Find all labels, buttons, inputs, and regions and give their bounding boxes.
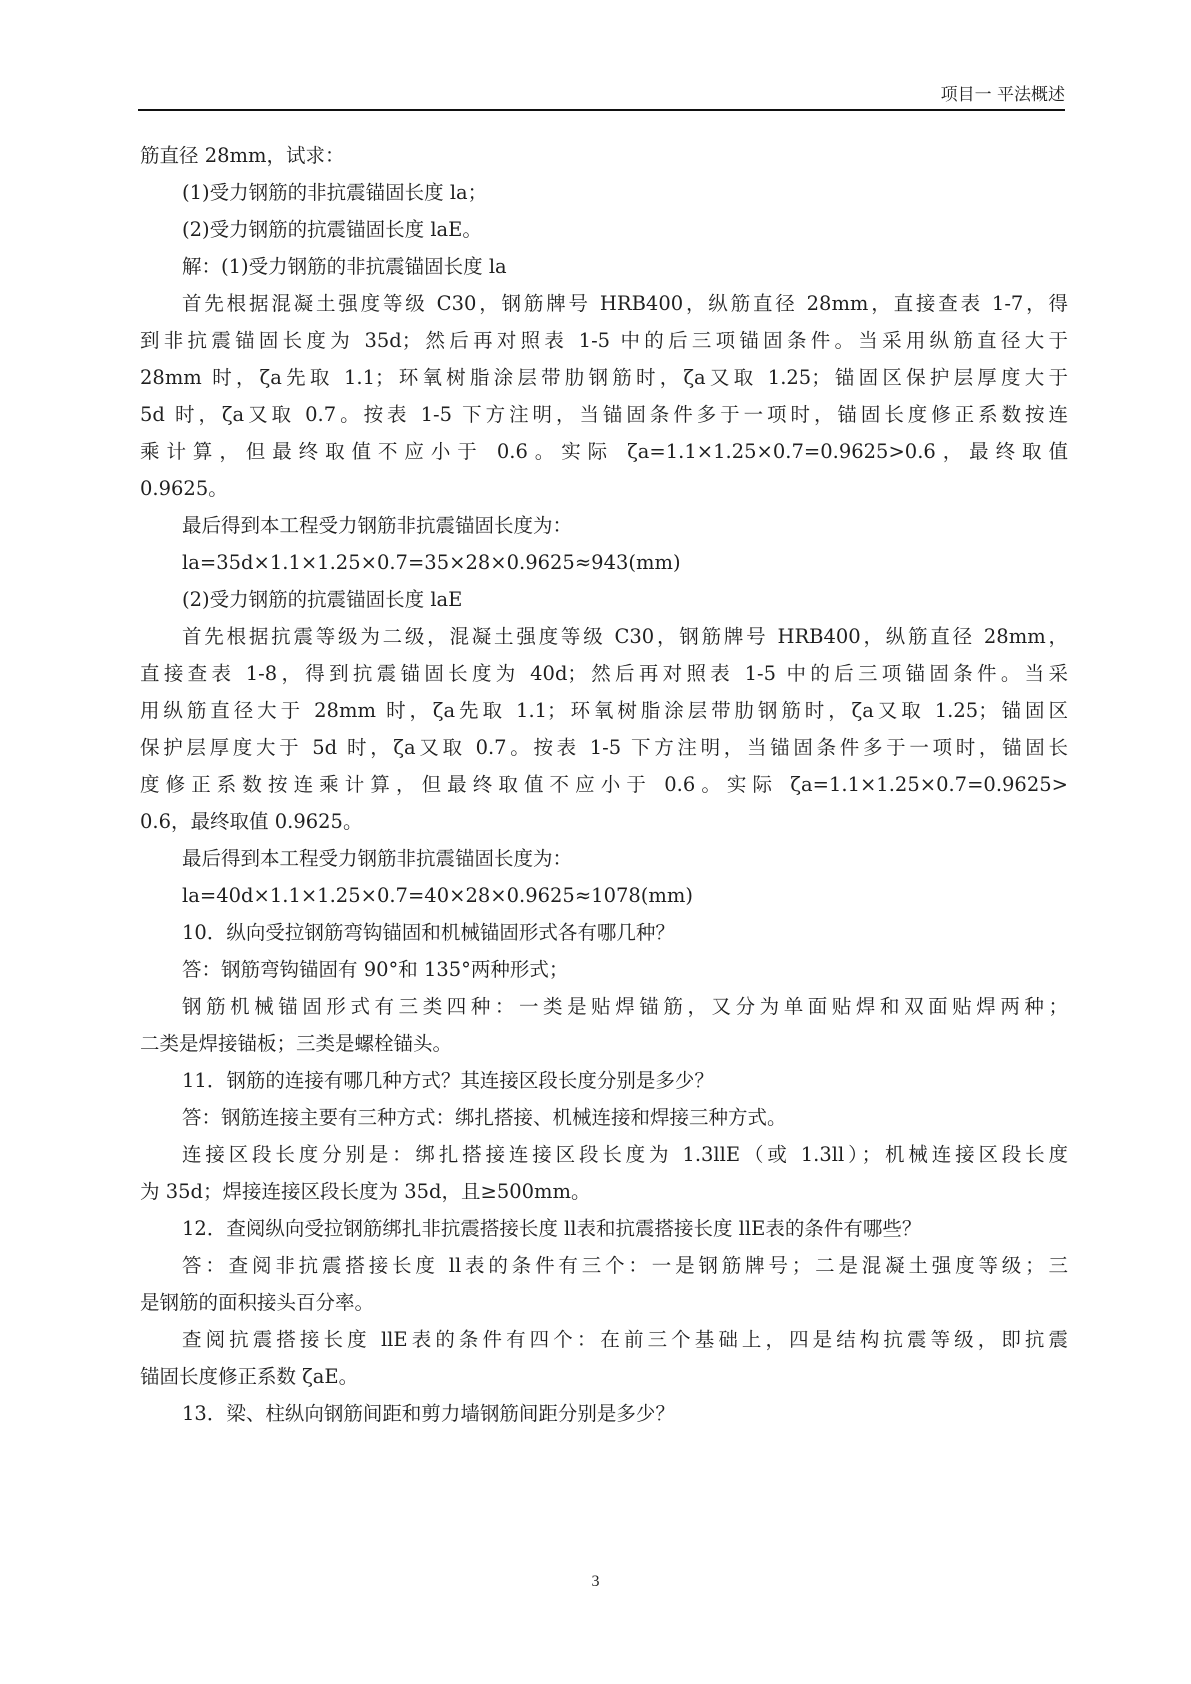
question-11: 11．钢筋的连接有哪几种方式？其连接区段长度分别是多少？ bbox=[182, 1069, 714, 1092]
text-line: 是钢筋的面积接头百分率。 bbox=[140, 1291, 375, 1314]
text-line: 5d 时，ζa又取 0.7。按表 1-5 下方注明，当锚固条件多于一项时，锚固长度修正系数按连 bbox=[140, 403, 1068, 426]
text-line: 连接区段长度分别是：绑扎搭接连接区段长度为 1.3llE（或 1.3ll）；机械连接区段长度 bbox=[182, 1143, 1068, 1166]
text-line: 首先根据抗震等级为二级，混凝土强度等级 C30，钢筋牌号 HRB400，纵筋直径 28mm， bbox=[182, 625, 1068, 648]
text-line: 0.6，最终取值 0.9625。 bbox=[140, 810, 363, 833]
text-line: 二类是焊接锚板；三类是螺栓锚头。 bbox=[140, 1032, 453, 1055]
text-line: 钢筋机械锚固形式有三类四种：一类是贴焊锚筋，又分为单面贴焊和双面贴焊两种； bbox=[182, 995, 1068, 1018]
page-number: 3 bbox=[591, 1573, 600, 1590]
text-line: 28mm 时，ζa先取 1.1；环氧树脂涂层带肋钢筋时，ζa又取 1.25；锚固区保护层厚度大于 bbox=[140, 366, 1068, 389]
text-line: 锚固长度修正系数 ζaE。 bbox=[140, 1365, 359, 1388]
text-line: 到非抗震锚固长度为 35d；然后再对照表 1-5 中的后三项锚固条件。当采用纵筋直径大于 bbox=[140, 329, 1068, 352]
text-line: 解：(1)受力钢筋的非抗震锚固长度 la bbox=[182, 255, 507, 278]
text-line: la=35d×1.1×1.25×0.7=35×28×0.9625≈943(mm) bbox=[182, 551, 681, 574]
text-line: 查阅抗震搭接长度 llE表的条件有四个：在前三个基础上，四是结构抗震等级，即抗震 bbox=[182, 1328, 1068, 1351]
text-line: 筋直径 28mm，试求： bbox=[140, 144, 345, 167]
text-line: 为 35d；焊接连接区段长度为 35d，且≥500mm。 bbox=[140, 1180, 591, 1203]
text-line: 答：查阅非抗震搭接长度 ll表的条件有三个：一是钢筋牌号；二是混凝土强度等级；三 bbox=[182, 1254, 1068, 1277]
text-line: 用纵筋直径大于 28mm 时，ζa先取 1.1；环氧树脂涂层带肋钢筋时，ζa又取 1.25；锚固区 bbox=[140, 699, 1068, 722]
text-line: (1)受力钢筋的非抗震锚固长度 la； bbox=[182, 181, 488, 204]
text-line: 答：钢筋弯钩锚固有 90°和 135°两种形式； bbox=[182, 958, 569, 981]
text-line: (2)受力钢筋的抗震锚固长度 laE bbox=[182, 588, 463, 611]
text-line: 保护层厚度大于 5d 时，ζa又取 0.7。按表 1-5 下方注明，当锚固条件多于一项时，锚固长 bbox=[140, 736, 1068, 759]
text-line: 0.9625。 bbox=[140, 477, 228, 500]
question-13: 13．梁、柱纵向钢筋间距和剪力墙钢筋间距分别是多少？ bbox=[182, 1402, 675, 1425]
text-line: la=40d×1.1×1.25×0.7=40×28×0.9625≈1078(mm) bbox=[182, 884, 693, 907]
text-line: 最后得到本工程受力钢筋非抗震锚固长度为： bbox=[182, 514, 573, 537]
text-line: 直接查表 1-8，得到抗震锚固长度为 40d；然后再对照表 1-5 中的后三项锚固条件。当采 bbox=[140, 662, 1068, 685]
text-line: 答：钢筋连接主要有三种方式：绑扎搭接、机械连接和焊接三种方式。 bbox=[182, 1106, 787, 1129]
text-line: 乘计算，但最终取值不应小于 0.6。实际 ζa=1.1×1.25×0.7=0.9625>0.6，最终取值 bbox=[140, 440, 1068, 463]
text-line: (2)受力钢筋的抗震锚固长度 laE。 bbox=[182, 218, 482, 241]
text-line: 度修正系数按连乘计算，但最终取值不应小于 0.6。实际 ζa=1.1×1.25×0.7=0.9625> bbox=[140, 773, 1068, 796]
text-line: 首先根据混凝土强度等级 C30，钢筋牌号 HRB400，纵筋直径 28mm，直接查表 1-7，得 bbox=[182, 292, 1068, 315]
question-12: 12．查阅纵向受拉钢筋绑扎非抗震搭接长度 ll表和抗震搭接长度 llE表的条件有哪些？ bbox=[182, 1217, 922, 1240]
question-10: 10．纵向受拉钢筋弯钩锚固和机械锚固形式各有哪几种？ bbox=[182, 921, 675, 944]
text-line: 最后得到本工程受力钢筋非抗震锚固长度为： bbox=[182, 847, 573, 870]
header-rule bbox=[138, 109, 1065, 111]
running-header: 项目一 平法概述 bbox=[940, 85, 1065, 105]
